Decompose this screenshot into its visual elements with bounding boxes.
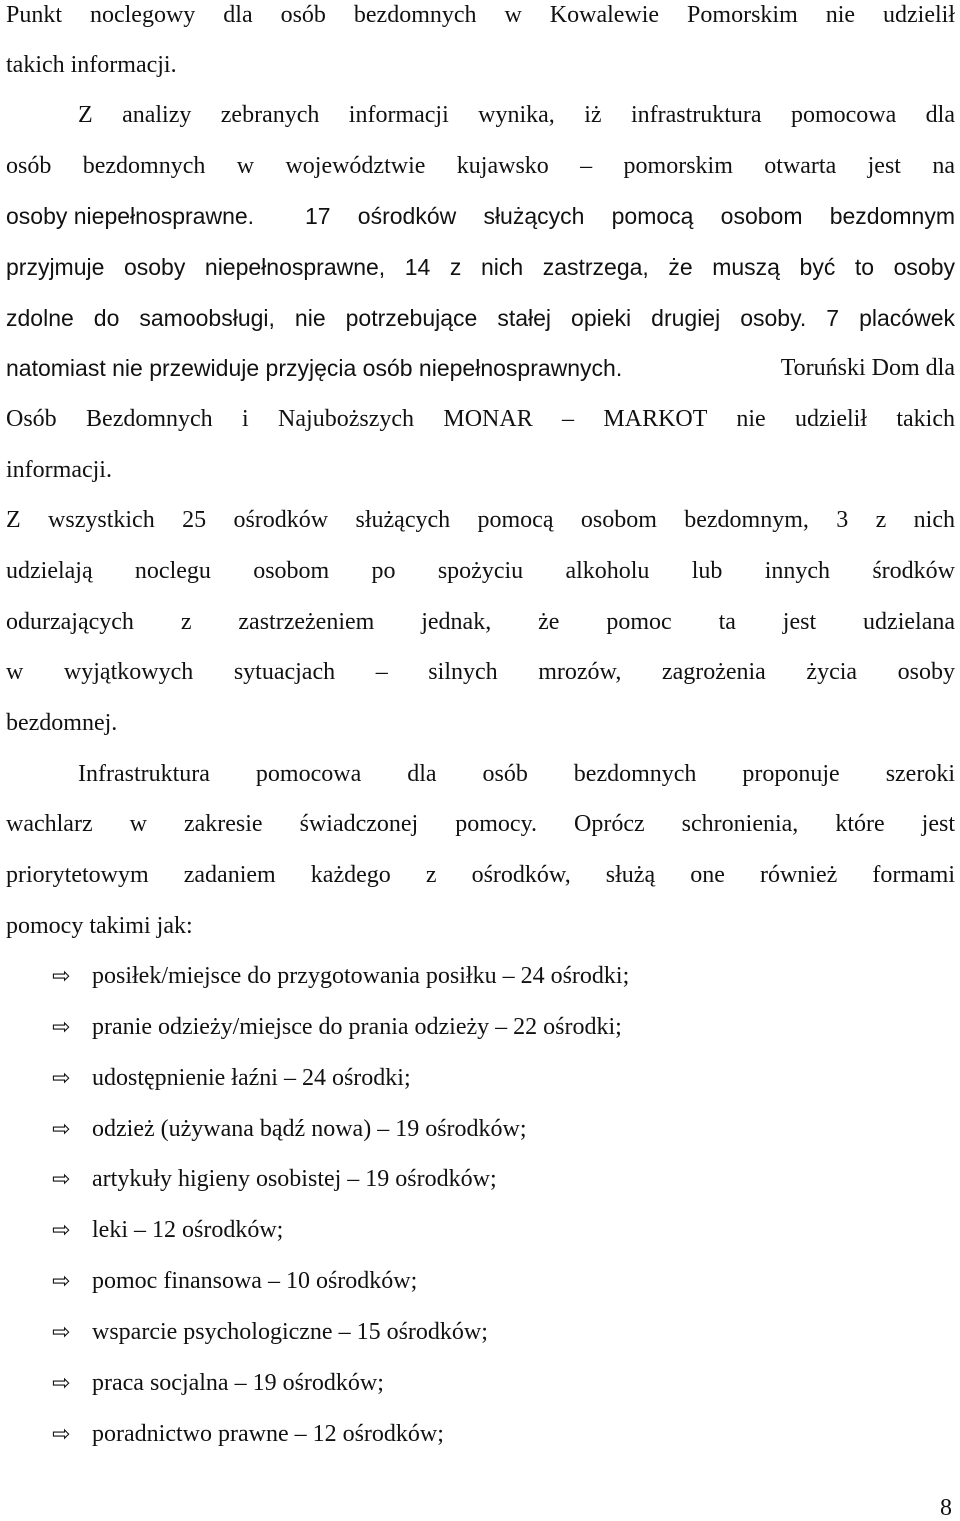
text-line: takich informacji. xyxy=(6,52,177,78)
list-item-text: praca socjalna – 19 ośrodków; xyxy=(92,1370,384,1396)
text-line: Toruński Dom dla xyxy=(780,355,955,381)
list-item-text: leki – 12 ośrodków; xyxy=(92,1217,284,1243)
arrow-icon: ⇨ xyxy=(52,1371,71,1396)
text-line: 17 ośrodków służących pomocą osobom bezdomnym xyxy=(305,203,955,229)
page-number: 8 xyxy=(940,1495,952,1521)
text-line: odurzających z zastrzeżeniem jednak, że pomoc ta jest udzielana xyxy=(6,609,955,635)
text-line: w wyjątkowych sytuacjach – silnych mrozów, zagrożenia życia osoby xyxy=(6,659,955,685)
text-line: bezdomnej. xyxy=(6,710,118,736)
list-item xyxy=(52,1012,622,1043)
arrow-icon: ⇨ xyxy=(52,1269,71,1294)
list-item xyxy=(52,1215,283,1246)
list-item-text: pranie odzieży/miejsce do prania odzieży – 22 ośrodki; xyxy=(92,1014,622,1040)
text-line: priorytetowym zadaniem każdego z ośrodków, służą one również formami xyxy=(6,862,955,888)
text-line: przyjmuje osoby niepełnosprawne, 14 z nich zastrzega, że muszą być to osoby xyxy=(6,254,955,280)
list-item-text: artykuły higieny osobistej – 19 ośrodków; xyxy=(92,1166,497,1192)
text-line: udzielają noclegu osobom po spożyciu alkoholu lub innych środków xyxy=(6,558,955,584)
list-item xyxy=(52,1266,417,1297)
text-line: osoby niepełnosprawne. xyxy=(6,203,255,229)
list-item-text: poradnictwo prawne – 12 ośrodków; xyxy=(92,1421,444,1447)
text-line: osób bezdomnych w województwie kujawsko – pomorskim otwarta jest na xyxy=(6,153,955,179)
text-line: Infrastruktura pomocowa dla osób bezdomnych proponuje szeroki xyxy=(78,761,955,787)
list-item xyxy=(52,1063,411,1094)
list-item-text: udostępnienie łaźni – 24 ośrodki; xyxy=(92,1065,411,1091)
text-line: Z wszystkich 25 ośrodków służących pomocą osobom bezdomnym, 3 z nich xyxy=(6,507,955,533)
arrow-icon: ⇨ xyxy=(52,1422,71,1447)
list-item-text: wsparcie psychologiczne – 15 ośrodków; xyxy=(92,1319,488,1345)
list-item xyxy=(52,1164,497,1195)
list-item xyxy=(52,1114,527,1145)
list-item-text: pomoc finansowa – 10 ośrodków; xyxy=(92,1268,418,1294)
list-item-text: odzież (używana bądź nowa) – 19 ośrodków; xyxy=(92,1116,527,1142)
arrow-icon: ⇨ xyxy=(52,1117,71,1142)
arrow-icon: ⇨ xyxy=(52,1066,71,1091)
list-item xyxy=(52,961,629,992)
list-item xyxy=(52,1317,488,1348)
text-line: wachlarz w zakresie świadczonej pomocy. Oprócz schronienia, które jest xyxy=(6,811,955,837)
text-line: Punkt noclegowy dla osób bezdomnych w Kowalewie Pomorskim nie udzielił xyxy=(6,2,955,28)
text-line: informacji. xyxy=(6,457,112,483)
arrow-icon: ⇨ xyxy=(52,1015,71,1040)
text-line: pomocy takimi jak: xyxy=(6,913,193,939)
text-line: natomiast nie przewiduje przyjęcia osób niepełnosprawnych. xyxy=(6,355,623,381)
text-line: zdolne do samoobsługi, nie potrzebujące stałej opieki drugiej osoby. 7 placówek xyxy=(6,305,955,331)
arrow-icon: ⇨ xyxy=(52,1218,71,1243)
list-item xyxy=(52,1419,444,1450)
list-item-text: posiłek/miejsce do przygotowania posiłku – 24 ośrodki; xyxy=(92,963,630,989)
text-line: Osób Bezdomnych i Najuboższych MONAR – MARKOT nie udzielił takich xyxy=(6,406,955,432)
arrow-icon: ⇨ xyxy=(52,964,71,989)
text-line: Z analizy zebranych informacji wynika, iż infrastruktura pomocowa dla xyxy=(78,102,955,128)
arrow-icon: ⇨ xyxy=(52,1167,71,1192)
arrow-icon: ⇨ xyxy=(52,1320,71,1345)
list-item xyxy=(52,1368,384,1399)
